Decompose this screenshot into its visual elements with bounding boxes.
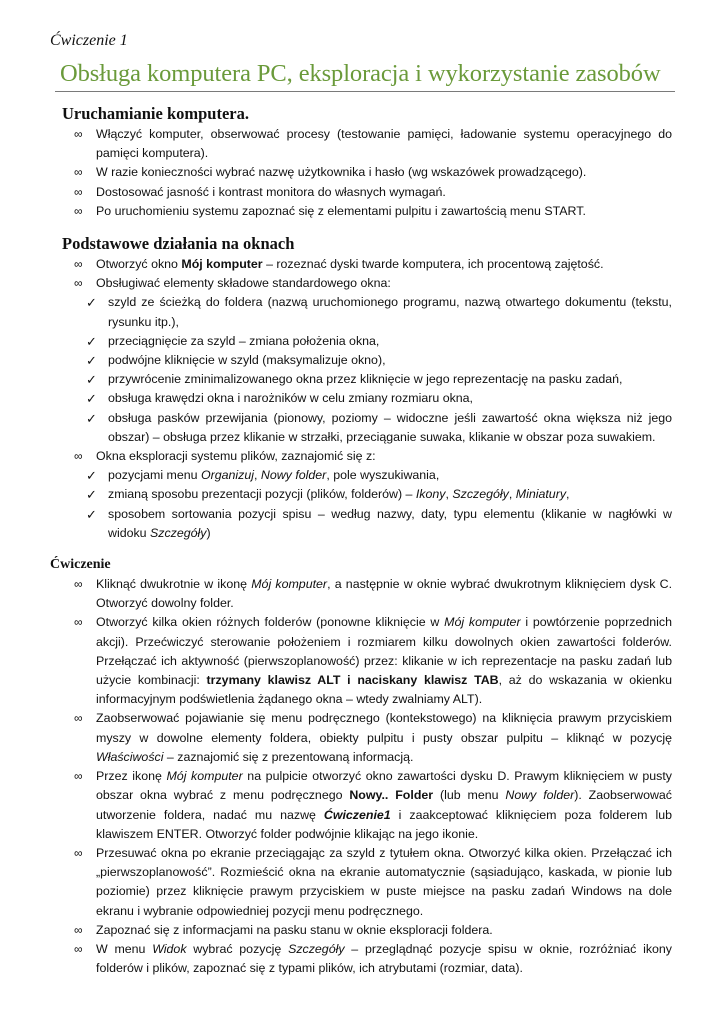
list-item: ∞ Otworzyć okno Mój komputer – rozeznać dyski twarde komputera, ich procentową zajętość. <box>0 255 724 274</box>
infinity-icon: ∞ <box>74 257 83 272</box>
list-item: ∞ Po uruchomieniu systemu zapoznać się z elementami pulpitu i zawartością menu START. <box>0 202 724 221</box>
infinity-icon: ∞ <box>74 184 83 199</box>
check-item: ✓ przeciągnięcie za szyld – zmiana położenia okna, <box>0 332 724 351</box>
check-item: ✓ szyld ze ścieżką do foldera (nazwą uruchomionego programu, nazwą otwartego dokumentu (tekstu, rysunku itp.), <box>86 295 672 329</box>
document-content <box>0 103 724 978</box>
exercise-label: Ćwiczenie 1 <box>50 32 128 49</box>
infinity-icon: ∞ <box>74 577 83 592</box>
infinity-icon: ∞ <box>74 711 83 726</box>
list-item: ∞ Okna eksploracji systemu plików, zaznajomić się z: <box>0 447 724 466</box>
checkmark-icon: ✓ <box>86 353 97 369</box>
checkmark-icon: ✓ <box>86 295 97 311</box>
check-item: ✓ przywrócenie zminimalizowanego okna przez kliknięcie w jego reprezentację na pasku zadań, <box>0 370 724 389</box>
infinity-icon: ∞ <box>74 449 83 464</box>
check-item: ✓ podwójne kliknięcie w szyld (maksymalizuje okno), <box>0 351 724 370</box>
checkmark-icon: ✓ <box>86 391 97 407</box>
list-item: ∞ W razie konieczności wybrać nazwę użytkownika i hasło (wg wskazówek prowadzącego). <box>0 163 724 182</box>
page-title: Obsługa komputera PC, eksploracja i wykorzystanie zasobów <box>60 60 661 87</box>
infinity-icon: ∞ <box>74 127 83 141</box>
infinity-icon: ∞ <box>74 769 83 784</box>
infinity-icon: ∞ <box>74 615 83 630</box>
list-item: ∞ Przez ikonę Mój komputer na pulpicie otworzyć okno zawartości dysku D. Prawym kliknięciem w pusty obszar okna wybrać z menu podręcznego Nowy.. Folder (lub menu Nowy folder). Zaobserwować utworzenie foldera, nadać mu nazwę Ćwiczenie1 i zaakceptować kliknięciem poza folderem lub klawiszem ENTER. Otworzyć folder podwójnie klikając na jego ikonie. <box>74 769 673 841</box>
list-item: ∞ Przesuwać okna po ekranie przeciągając za szyld z tytułem okna. Otworzyć kilka okien. Przełączać ich „pierwszoplanowość”. Rozmieścić okna na ekranie automatycznie (sąsiadująco, kaskada, w pionie lub poziomie) przez kliknięcie prawym przyciskiem w puste miejsce na pasku zadań Windows na dole ekranu i wybranie odpowiedniej pozycji menu podręcznego. <box>74 845 672 918</box>
list-item: ∞ Włączyć komputer, obserwować procesy (testowanie pamięci, ładowanie systemu operacyjnego do pamięci komputera). <box>74 127 672 161</box>
section-heading-windows: Podstawowe działania na oknach <box>62 234 295 254</box>
list-item: ∞ Kliknąć dwukrotnie w ikonę Mój komputer, a następnie w oknie wybrać dwukrotnym kliknięciem dysk C. Otworzyć dowolny folder. <box>74 577 673 611</box>
check-item: ✓ zmianą sposobu prezentacji pozycji (plików, folderów) – Ikony, Szczegóły, Miniatury, <box>0 485 724 504</box>
infinity-icon: ∞ <box>74 165 83 180</box>
exercise-list <box>0 575 724 978</box>
list-item: ∞ Zaobserwować pojawianie się menu podręcznego (kontekstowego) na kliknięcia prawym przyciskiem myszy w dowolne elementy foldera, obiekty pulpitu i pusty obszar pulpitu – kliknąć w pozycję Właściwości – zaznajomić się z prezentowaną informacją. <box>74 711 672 764</box>
section-heading-exercise: Ćwiczenie <box>50 557 111 573</box>
infinity-icon: ∞ <box>74 845 83 860</box>
checkmark-icon: ✓ <box>86 506 97 522</box>
check-item: ✓ obsługa krawędzi okna i narożników w celu zmiany rozmiaru okna, <box>0 389 724 408</box>
list-item: ∞ Obsługiwać elementy składowe standardowego okna: <box>0 274 724 293</box>
title-divider <box>55 91 675 92</box>
check-item: ✓ sposobem sortowania pozycji spisu – według nazwy, daty, typu elementu (klikanie w nagłówki w widoku Szczegóły) <box>86 506 672 540</box>
startup-list <box>0 125 724 221</box>
checkmark-icon: ✓ <box>86 487 97 503</box>
infinity-icon: ∞ <box>74 203 83 218</box>
list-item: ∞ Otworzyć kilka okien różnych folderów (ponowne kliknięcie w Mój komputer i powtórzenie poprzednich akcji). Przećwiczyć sterowanie położeniem i rozmiarem kilku dowolnych okien zawartości folderów. Przełączać ich aktywność (pierwszoplanowość) przez: klikanie w ich reprezentacje na pasku zadań lub użycie kombinacji: trzymany klawisz ALT i naciskany klawisz TAB, aż do wskazania w okienku informacyjnym podświetlenia żądanego okna – wtedy zwalniamy ALT). <box>74 615 673 707</box>
checkmark-icon: ✓ <box>86 372 97 388</box>
list-item: ∞ Zapoznać się z informacjami na pasku stanu w oknie eksploracji foldera. <box>0 921 724 940</box>
list-item: ∞ W menu Widok wybrać pozycję Szczegóły – przeglądnąć pozycje spisu w oknie, rozróżniać ikony folderów i plików, zapoznać się z typami plików, ich atrybutami (rozmiar, data). <box>74 941 672 976</box>
infinity-icon: ∞ <box>74 941 83 956</box>
checkmark-icon: ✓ <box>86 333 97 349</box>
list-item: ∞ Dostosować jasność i kontrast monitora do własnych wymagań. <box>0 183 724 202</box>
check-item: ✓ pozycjami menu Organizuj, Nowy folder, pole wyszukiwania, <box>0 466 724 485</box>
windows-list <box>0 255 724 543</box>
infinity-icon: ∞ <box>74 276 83 291</box>
section-heading-startup: Uruchamianie komputera. <box>62 104 249 123</box>
checkmark-icon: ✓ <box>86 410 97 426</box>
checkmark-icon: ✓ <box>86 468 97 484</box>
infinity-icon: ∞ <box>74 922 83 937</box>
check-item: ✓ obsługa pasków przewijania (pionowy, poziomy – widoczne jeśli zawartość okna większa niż jego obszar) – obsługa przez klikanie w strzałki, przeciąganie suwaka, klikanie w obszar poza suwakiem. <box>86 410 672 444</box>
